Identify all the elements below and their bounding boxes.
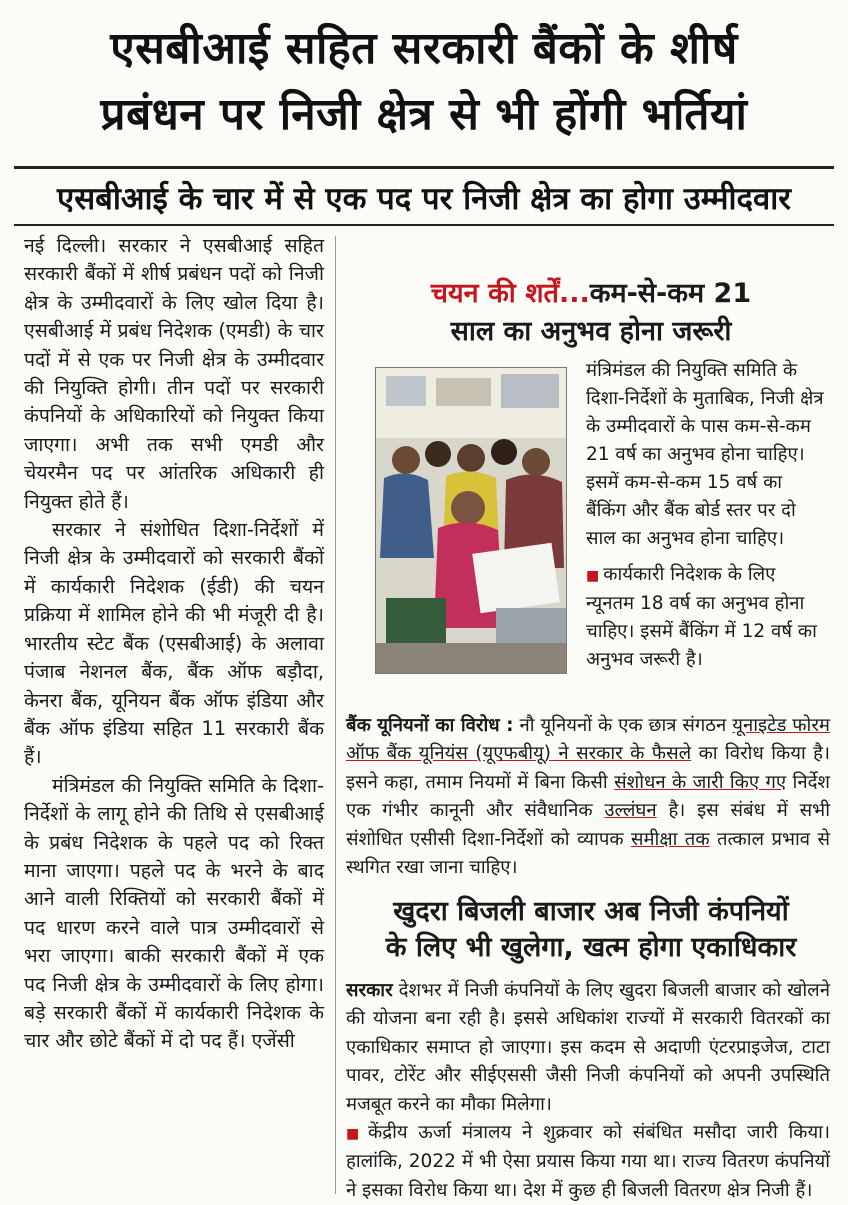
headline-divider xyxy=(14,166,834,169)
union-label: बैंक यूनियनों का विरोध : xyxy=(346,715,514,736)
union-text-5: तत्काल प्रभाव से स्थगित रखा जाना चाहिए। xyxy=(346,828,831,879)
headline-line-2: प्रबंधन पर निजी क्षेत्र से भी होंगी भर्तियां xyxy=(100,89,748,140)
union-text-1: नौ यूनियनों के एक छात्र संगठन xyxy=(519,715,727,736)
left-paragraph-1: नई दिल्ली। सरकार ने एसबीआई सहित सरकारी बैंकों में शीर्ष प्रबंधन पदों को निजी क्षेत्र के उम्मीदवारों के लिए खोल दिया है। एसबीआई में प्रबंध निदेशक (एमडी) के चार पदों में से एक पर निजी क्षेत्र के उम्मीदवार की नियुक्ति होगी। तीन पदों पर सरकारी कंपनियों के अधिकारियों को नियुक्त किया जाएगा। अभी तक सभी एमडी और चेयरमैन पद पर आंतरिक अधिकारी ही नियुक्त होते हैं। xyxy=(24,234,324,513)
subheadline: एसबीआई के चार में से एक पद पर निजी क्षेत्र का होगा उम्मीदवार xyxy=(57,181,791,217)
selection-heading-red: चयन की शर्तें... xyxy=(430,278,590,309)
electricity-heading-line-1: खुदरा बिजली बाजार अब निजी कंपनियों xyxy=(393,896,789,927)
union-text-4: है। इस संबंध में सभी संशोधित एसीसी दिशा-निर्देशों को व्यापक xyxy=(346,800,830,850)
column-divider xyxy=(335,236,336,1194)
selection-body-2: कार्यकारी निदेशक के लिए न्यूनतम 18 वर्ष का अनुभव होना चाहिए। इसमें बैंकिंग में 12 वर्ष का अनुभव जरूरी है। xyxy=(586,564,817,670)
selection-heading xyxy=(346,274,836,314)
electricity-lead-word: सरकार xyxy=(346,980,393,1001)
bank-crowd-photo xyxy=(375,367,567,674)
selection-box-text xyxy=(586,357,826,674)
left-paragraph-3: मंत्रिमंडल की नियुक्ति समिति के दिशा-निर्देशों के लागू होने की तिथि से एसबीआई के प्रबंध निदेशक के पहले पद को रिक्त माना जाएगा। पहले पद के भरने के बाद आने वाली रिक्तियों को सरकारी बैंकों में पद धारण करने वाले पात्र उम्मीदवारों से भरा जाएगा। बाकी सरकारी बैंकों में एक पद निजी क्षेत्र के उम्मीदवारों के लिए होगा। बड़े सरकारी बैंकों में कार्यकारी निदेशक के चार और छोटे बैंकों में दो पद हैं। एजेंसी xyxy=(24,773,324,1053)
union-underlined-4: समीक्षा तक xyxy=(630,828,710,850)
union-text-2: का विरोध किया है। इसने कहा, तमाम नियमों में बिना किसी xyxy=(346,743,831,793)
electricity-para-1 xyxy=(346,977,830,1119)
headline-line-1: एसबीआई सहित सरकारी बैंकों के शीर्ष xyxy=(110,23,738,74)
subhead-divider xyxy=(14,224,834,226)
union-underlined-2: संशोधन के जारी किए गए xyxy=(614,771,787,793)
selection-body-1: मंत्रिमंडल की नियुक्ति समिति के दिशा-निर्देशों के मुताबिक, निजी क्षेत्र के उम्मीदवारों के पास कम-से-कम 21 वर्ष का अनुभव होना चाहिए। इसमें कम-से-कम 15 वर्ष का बैंकिंग और बैंक बोर्ड स्तर पर दो साल का अनुभव होना चाहिए। xyxy=(586,360,824,549)
left-article-column xyxy=(24,232,324,1056)
selection-heading-line-2: साल का अनुभव होना जरूरी xyxy=(450,316,732,347)
electricity-body-2: केंद्रीय ऊर्जा मंत्रालय ने शुक्रवार को संबंधित मसौदा जारी किया। हालांकि, 2022 में भी ऐसा प्रयास किया गया था। राज्य वितरण कंपनियों ने इसका विरोध किया था। देश में कुछ ही बिजली वितरण क्षेत्र निजी हैं। xyxy=(346,1122,830,1201)
selection-heading-black: कम-से-कम 21 xyxy=(589,278,752,309)
selection-body-2-wrap xyxy=(586,561,826,674)
bullet-square-icon: ■ xyxy=(346,1126,365,1143)
union-protest-paragraph xyxy=(346,712,830,882)
bank-crowd-illustration xyxy=(376,368,566,673)
left-paragraph-2: सरकार ने संशोधित दिशा-निर्देशों में निजी क्षेत्र के उम्मीदवारों को सरकारी बैंकों में कार्यकारी निदेशक (ईडी) की चयन प्रक्रिया में शामिल होने की भी मंजूरी दी है। भारतीय स्टेट बैंक (एसबीआई) के अलावा पंजाब नेशनल बैंक, बैंक ऑफ बड़ौदा, केनरा बैंक, यूनियन बैंक ऑफ इंडिया और बैंक ऑफ इंडिया सहित 11 सरकारी बैंक हैं। xyxy=(24,518,324,769)
electricity-heading-line-2: के लिए भी खुलेगा, खत्म होगा एकाधिकार xyxy=(385,932,797,963)
electricity-body-1: देशभर में निजी कंपनियों के लिए खुदरा बिजली बाजार को खोलने की योजना बना रही है। इससे अधिकांश राज्यों में सरकारी वितरकों का एकाधिकार समाप्त हो जाएगा। इस कदम से अदाणी एंटरप्राइजेज, टाटा पावर, टोरेंट और सीईएससी जैसी निजी कंपनियों को अपनी उपस्थिति मजबूत करने का मौका मिलेगा। xyxy=(346,980,830,1115)
union-text-3: निर्देश एक गंभीर कानूनी और संवैधानिक xyxy=(346,771,830,822)
bullet-square-icon: ■ xyxy=(586,568,600,584)
union-underlined-1: यूनाइटेड फोरम ऑफ बैंक यूनियंस (यूएफबीयू) ने सरकार के फैसले xyxy=(346,715,830,765)
union-underlined-3: उल्लंघन xyxy=(604,800,657,822)
electricity-para-2 xyxy=(346,1119,830,1205)
electricity-article xyxy=(346,977,830,1205)
